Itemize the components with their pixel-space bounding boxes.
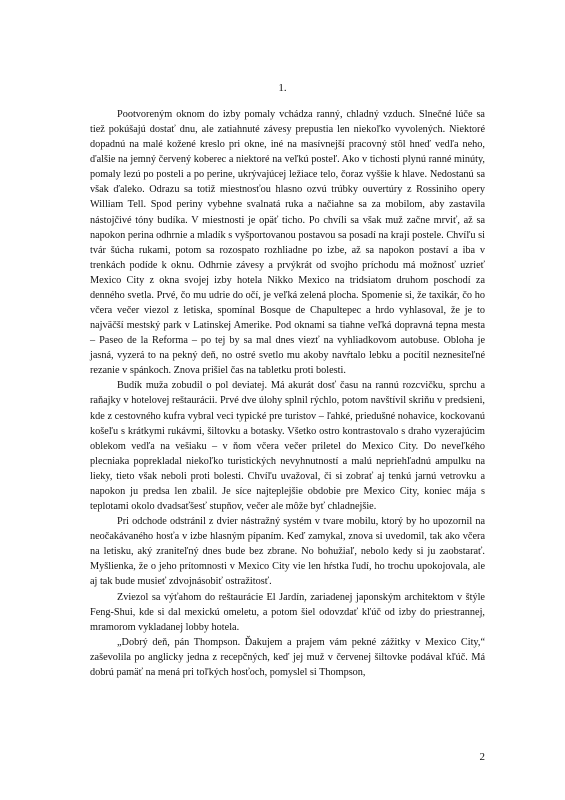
chapter-number: 1. [278,82,287,94]
paragraph-2: Budík muža zobudil o pol deviatej. Má akurát dosť času na rannú rozcvičku, sprchu a raňajky v hotelovej reštaurácii. Prvé dve úlohy splnil rýchlo, potom navštívil skriňu v predsieni, kde z cestovného kufra vybral veci typické pre turistov – ľahké, priedušné nohavice, kockovanú košeľu s krátkymi rukávmi, šiltovku a botasky. Všetko ostro kontrastovalo s draho vyzerajúcim oblekom vedľa na vešiaku – v ňom včera večer priletel do Mexico City. Do neveľkého plecniaka poprekladal niekoľko turistických nevyhnutností a malú nepriehľadnú ampulku na lieky, tieto však neboli proti bolesti. Chvíľu uvažoval, či si zobrať aj tenkú jarnú vetrovku a napokon ju predsa len zbalil. Je síce najteplejšie obdobie pre Mexico City, koniec mája s teplotami okolo dvadsaťšesť stupňov, večer ale môže byť chladnejšie. [90,380,485,513]
page-number: 2 [479,751,485,763]
paragraph-1: Pootvoreným oknom do izby pomaly vchádza ranný, chladný vzduch. Slnečné lúče sa tiež pokúšajú dostať dnu, ale zatiahnuté závesy prepustia len niekoľko vyvolených. Niektoré dopadnú na malé kožené kreslo pri okne, iné na masívnejší pracovný stôl hneď vedľa neho, ďalšie na jemný červený koberec a niektoré na veľkú posteľ. Ako v tichosti plynú ranné minúty, pomaly lezú po posteli a po perine, ukrývajúcej ležiace telo, čoraz vyššie k hlave. Nedostanú sa však ďaleko. Odrazu sa totiž miestnosťou hlasno ozvú trúbky ouvertúry z Rossiniho opery William Tell. Spod periny vybehne svalnatá ruka a načiahne sa za mobilom, aby zastavila nástojčivé tóny budíka. V miestnosti je opäť ticho. Po chvíli sa však muž začne mrviť, až sa napokon perina odhrnie a mladík s vyšportovanou postavou sa posadí na kraji postele. Chvíľu si tvár šúcha rukami, potom sa rozospato rozhliadne po izbe, až sa napokon postaví a iba v trenkách podíde k oknu. Odhrnie závesy a prvýkrát od svojho príchodu má možnosť uzrieť Mexico City z okna svojej izby hotela Nikko Mexico na tridsiatom druhom poschodí za denného svetla. Prvé, čo mu udrie do očí, je veľká zelená plocha. Spomenie si, že taxikár, čo ho včera večer viezol z letiska, spomínal Bosque de Chapultepec a hrdo vyhlasoval, že je to najväčší mestský park v Latinskej Amerike. Pod oknami sa tiahne veľká dopravná tepna mesta – Paseo de la Reforma – po tej by sa mal dnes viezť na vyhliadkovom autobuse. Obloha je jasná, vyzerá to na pekný deň, no ostré svetlo mu akoby navŕtalo lebku a pocítil neznesiteľné rezanie v spánkoch. Znova prišiel čas na tabletku proti bolesti. [90,109,485,377]
body-text [90,107,485,680]
paragraph-4: Zviezol sa výťahom do reštaurácie El Jardín, zariadenej japonským architektom v štýle Feng-Shui, kde si dal mexickú omeletu, a potom šiel odovzdať kľúč od izby do priestrannej, mramorom vykladanej lobby hotela. [90,591,485,633]
paragraph-5: „Dobrý deň, pán Thompson. Ďakujem a prajem vám pekné zážitky v Mexico City,“ zaševolila po anglicky jedna z recepčných, keď jej muž v červenej šiltovke podával kľúč. Má dobrú pamäť na mená pri toľkých hosťoch, pomyslel si Thompson, [90,636,485,678]
paragraph-3: Pri odchode odstránil z dvier nástražný systém v tvare mobilu, ktorý by ho upozornil na neočakávaného hosťa v izbe hlasným pípaním. Keď zamykal, znova si uvedomil, tak ako včera na letisku, aký zraniteľný dnes bude bez zbrane. No bohužiaľ, nebolo kedy si ju zaobstarať. Myšlienka, že o jeho prítomnosti v Mexico City vie len hŕstka ľudí, ho trochu upokojovala, ale aj tak bude musieť zdvojnásobiť ostražitosť. [90,516,485,588]
